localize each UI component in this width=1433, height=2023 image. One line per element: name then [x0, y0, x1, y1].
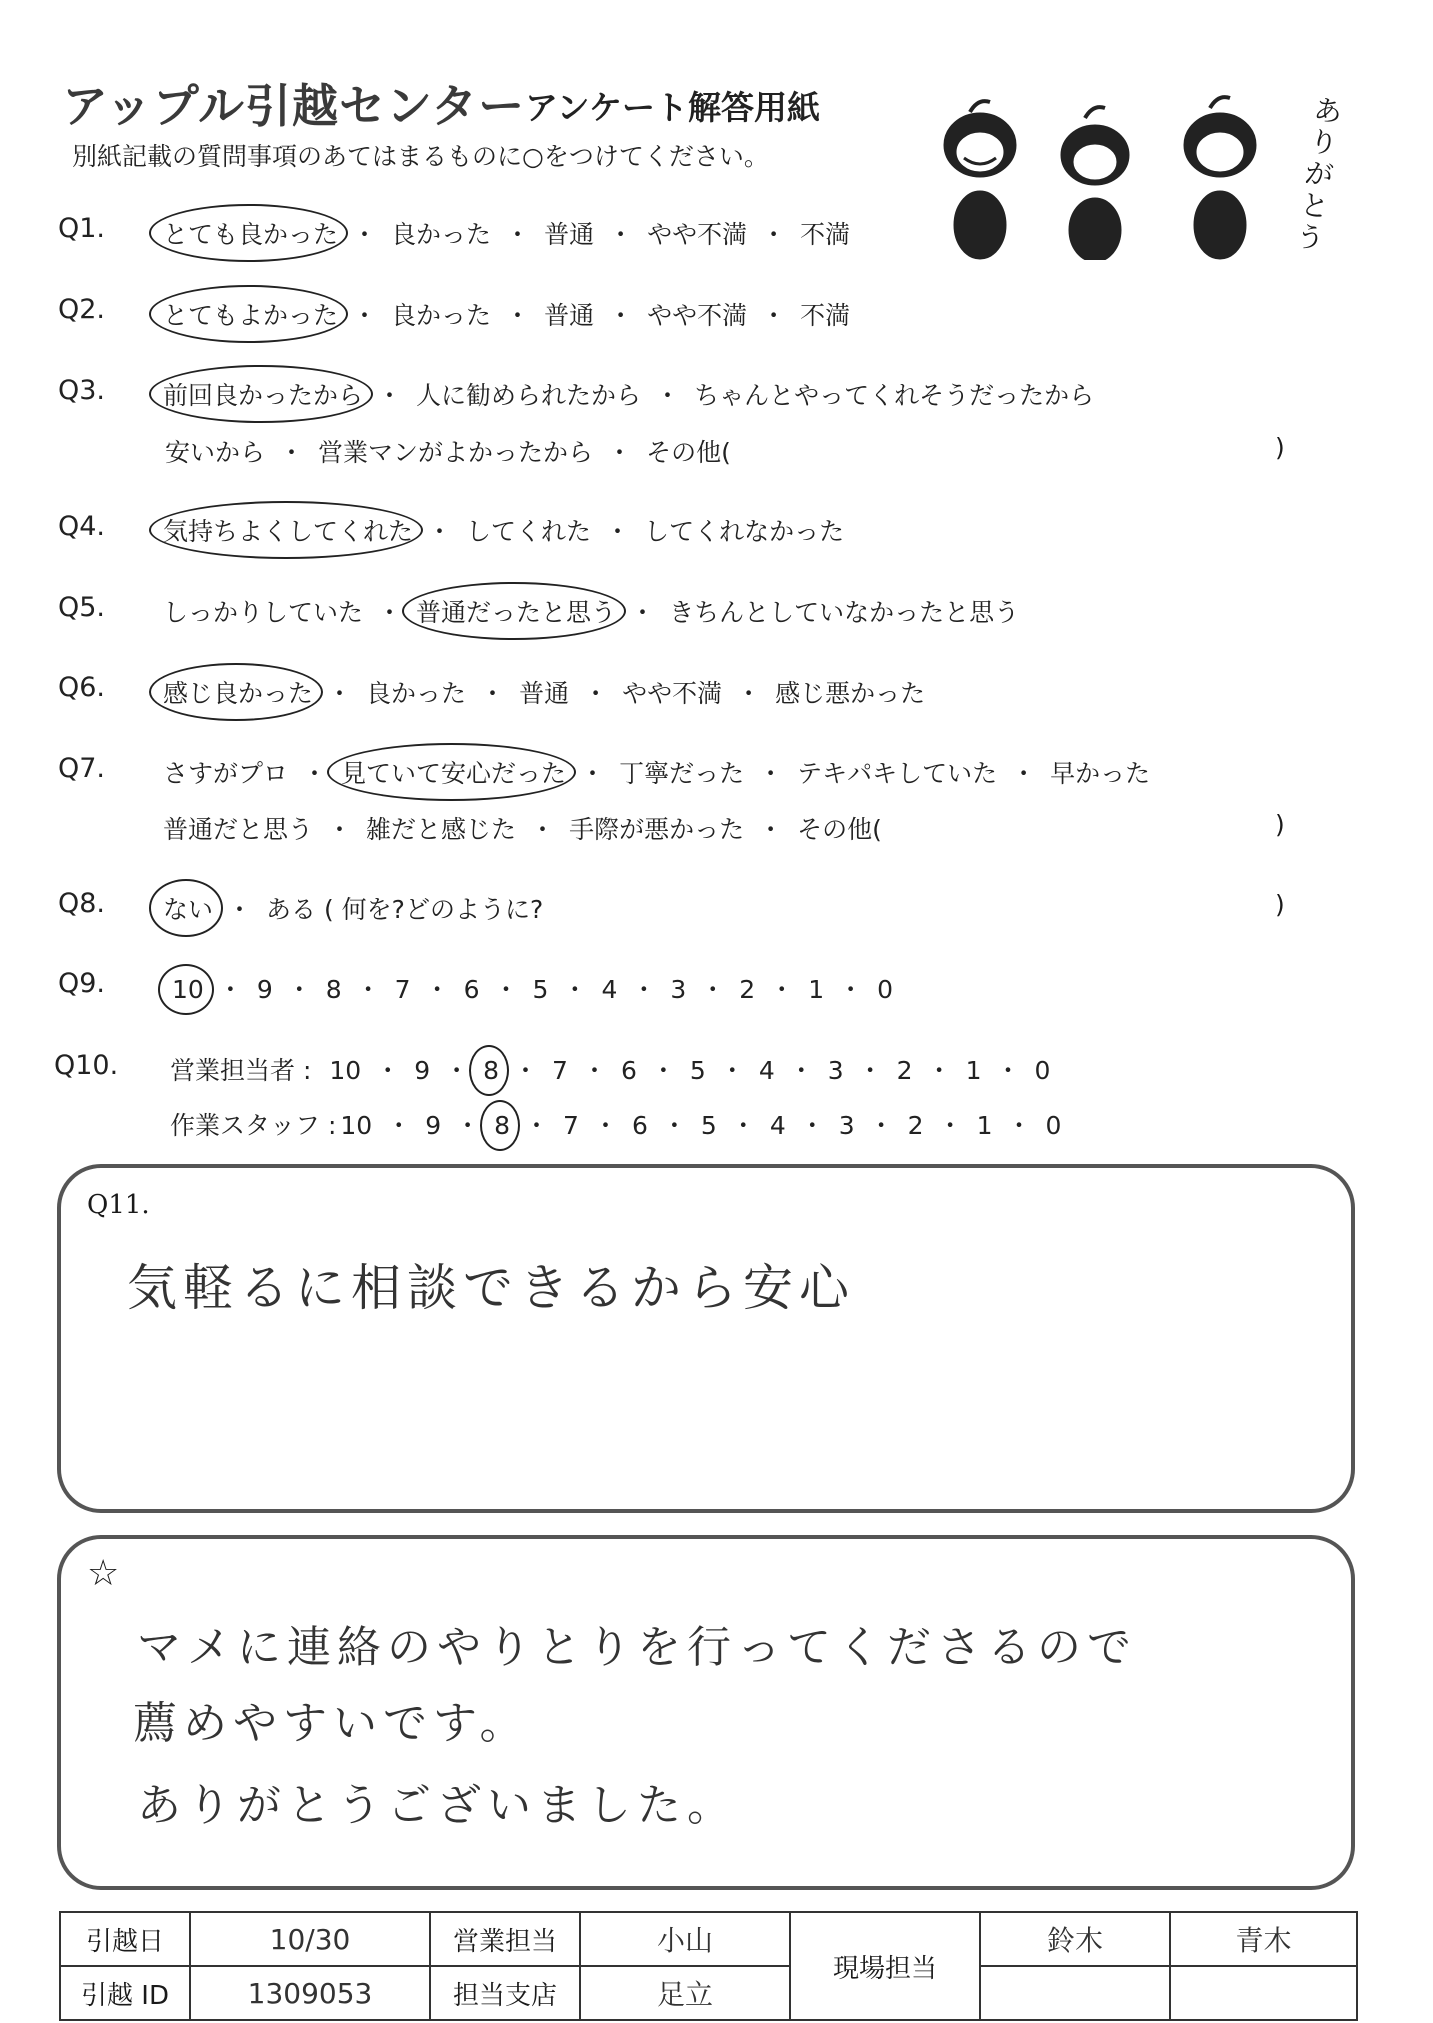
q1-option[interactable]: 不満 — [800, 220, 851, 249]
q10-sales-row: 営業担当者 : 10 ・ 9 ・ 8 ・ 7 ・ 6 ・ 5 ・ 4 ・ 3 ・ 2 ・ 1 ・ 0 — [170, 1056, 1051, 1085]
q2-options: とてもよかった ・ 良かった ・ 普通 ・ やや不満 ・ 不満 — [163, 296, 850, 332]
comment-line: マメに連絡のやりとりを行ってくださるので — [137, 1622, 1137, 1673]
q6-option[interactable]: やや不満 — [622, 679, 723, 708]
q10-staff-row: 作業スタッフ : 10 ・ 9 ・ 8 ・ 7 ・ 6 ・ 5 ・ 4 ・ 3 ・ 2 ・ 1 ・ 0 — [170, 1111, 1062, 1140]
move-info-table — [59, 1911, 1358, 2021]
q2-option[interactable]: 不満 — [800, 301, 851, 330]
q9-score[interactable]: 5 — [532, 975, 549, 1004]
q7-options-line2: 普通だと思う ・ 雑だと感じた ・ 手際が悪かった ・ その他( — [163, 810, 882, 846]
q2-label: Q2. — [58, 294, 106, 325]
q7-label: Q7. — [58, 753, 106, 784]
q6-option[interactable]: 普通 — [519, 679, 570, 708]
q10-label: Q10. — [54, 1050, 119, 1081]
q7-option[interactable]: 早かった — [1050, 759, 1151, 788]
site-staff-value[interactable]: 鈴木 — [980, 1912, 1170, 1966]
q10-staff-score[interactable]: 0 — [1045, 1111, 1062, 1140]
q7-option-other[interactable]: その他( — [797, 815, 882, 844]
comment-line: 薦めやすいです。 — [133, 1698, 530, 1749]
q6-option[interactable]: 良かった — [366, 679, 467, 708]
q10-staff-score[interactable]: 6 — [631, 1111, 648, 1140]
q10-staff-label: 作業スタッフ : — [170, 1111, 337, 1140]
q9-score[interactable]: 8 — [325, 975, 342, 1004]
q7-option[interactable]: 雑だと感じた — [366, 815, 517, 844]
q10-staff-score[interactable]: 5 — [700, 1111, 717, 1140]
star-icon: ☆ — [87, 1553, 120, 1594]
q9-score[interactable]: 3 — [670, 975, 687, 1004]
q8-option[interactable]: ある ( 何を?どのように? — [266, 895, 544, 924]
sales-rep-value[interactable]: 小山 — [580, 1912, 790, 1966]
q3-option[interactable]: ちゃんとやってくれそうだったから — [694, 381, 1095, 410]
q8-label: Q8. — [58, 888, 106, 919]
move-id-value[interactable]: 1309053 — [190, 1966, 430, 2020]
q7-options-line1: さすがプロ ・ 見ていて安心だった ・ 丁寧だった ・ テキパキしていた ・ 早かった — [163, 754, 1150, 790]
q5-option-selected[interactable]: 普通だったと思う — [416, 593, 616, 629]
q10-sales-score[interactable]: 2 — [896, 1056, 913, 1085]
q3-option[interactable]: 営業マンがよかったから — [318, 438, 594, 467]
q9-scale: 10 ・ 9 ・ 8 ・ 7 ・ 6 ・ 5 ・ 4 ・ 3 ・ 2 ・ 1 ・ 0 — [172, 975, 894, 1004]
q10-sales-score[interactable]: 5 — [689, 1056, 706, 1085]
mascot-thanks-text: ありがとう — [1294, 92, 1345, 257]
q10-sales-score-selected[interactable]: 8 — [483, 1056, 500, 1085]
q10-staff-score[interactable]: 10 — [340, 1111, 373, 1140]
q5-label: Q5. — [58, 592, 106, 623]
q3-label: Q3. — [58, 375, 106, 406]
branch-label: 担当支店 — [430, 1966, 580, 2020]
q10-sales-score[interactable]: 7 — [552, 1056, 568, 1085]
q5-options: しっかりしていた ・ 普通だったと思う ・ きちんとしていなかったと思う — [163, 593, 1019, 629]
q4-option-selected[interactable]: 気持ちよくしてくれた — [163, 512, 413, 548]
q8-close-paren: ) — [1275, 890, 1285, 919]
move-date-label: 引越日 — [60, 1912, 190, 1966]
q4-options: 気持ちよくしてくれた ・ してくれた ・ してくれなかった — [163, 512, 844, 548]
form-instruction: 別紙記載の質問事項のあてはまるものに○をつけてください。 — [72, 142, 769, 171]
q10-staff-score[interactable]: 4 — [769, 1111, 786, 1140]
q2-option[interactable]: 普通 — [544, 301, 595, 330]
q11-answer-box[interactable] — [57, 1164, 1355, 1513]
q10-staff-score[interactable]: 9 — [425, 1111, 442, 1140]
site-staff-empty[interactable] — [980, 1966, 1170, 2020]
q1-option-selected[interactable]: とても良かった — [163, 215, 338, 251]
comment-line: ありがとうございました。 — [137, 1780, 737, 1831]
q8-options: ない ・ ある ( 何を?どのように? — [163, 890, 543, 926]
q3-option-selected[interactable]: 前回良かったから — [163, 376, 363, 412]
q9-score-selected[interactable]: 10 — [172, 975, 204, 1004]
q10-staff-score[interactable]: 7 — [563, 1111, 579, 1140]
move-id-label: 引越 ID — [60, 1966, 190, 2020]
q10-sales-score[interactable]: 0 — [1034, 1056, 1051, 1085]
q4-option[interactable]: してくれた — [466, 517, 592, 546]
q2-option-selected[interactable]: とてもよかった — [163, 296, 338, 332]
q3-option-other[interactable]: その他( — [646, 438, 731, 467]
q7-option[interactable]: さすがプロ — [163, 759, 289, 788]
move-date-value[interactable]: 10/30 — [190, 1912, 430, 1966]
q6-options: 感じ良かった ・ 良かった ・ 普通 ・ やや不満 ・ 感じ悪かった — [163, 674, 925, 710]
monkey-mascot-icon — [880, 80, 1320, 260]
q5-option[interactable]: きちんとしていなかったと思う — [669, 598, 1020, 627]
q9-score[interactable]: 4 — [601, 975, 618, 1004]
q9-score[interactable]: 2 — [739, 975, 756, 1004]
q5-option[interactable]: しっかりしていた — [163, 598, 364, 627]
q10-sales-score[interactable]: 6 — [620, 1056, 637, 1085]
q11-answer-text: 気軽るに相談できるから安心 — [127, 1259, 855, 1317]
company-title: アップル引越センター — [62, 79, 526, 133]
q10-sales-score[interactable]: 1 — [965, 1056, 982, 1085]
q9-score[interactable]: 0 — [877, 975, 894, 1004]
q1-label: Q1. — [58, 213, 106, 244]
q10-staff-score-selected[interactable]: 8 — [494, 1111, 511, 1140]
q4-option[interactable]: してくれなかった — [644, 517, 845, 546]
q6-option-selected[interactable]: 感じ良かった — [163, 674, 313, 710]
q1-option[interactable]: 普通 — [544, 220, 595, 249]
q2-option[interactable]: やや不満 — [647, 301, 748, 330]
q10-sales-score[interactable]: 10 — [329, 1056, 362, 1085]
q9-score[interactable]: 6 — [463, 975, 480, 1004]
q7-option[interactable]: 丁寧だった — [619, 759, 745, 788]
q10-sales-score[interactable]: 3 — [827, 1056, 844, 1085]
comment-box[interactable] — [57, 1535, 1355, 1890]
site-staff-value[interactable]: 青木 — [1170, 1912, 1357, 1966]
q9-score[interactable]: 7 — [394, 975, 411, 1004]
q6-option[interactable]: 感じ悪かった — [775, 679, 926, 708]
q7-option[interactable]: 普通だと思う — [163, 815, 314, 844]
q7-option[interactable]: テキパキしていた — [797, 759, 998, 788]
q9-label: Q9. — [58, 968, 106, 999]
q3-option[interactable]: 人に勧められたから — [416, 381, 642, 410]
q2-option[interactable]: 良かった — [391, 301, 492, 330]
q7-option-selected[interactable]: 見ていて安心だった — [341, 754, 566, 790]
site-staff-label: 現場担当 — [790, 1912, 980, 2020]
q8-option-selected[interactable]: ない — [163, 890, 213, 926]
q11-label: Q11. — [87, 1190, 150, 1220]
sales-rep-label: 営業担当 — [430, 1912, 580, 1966]
q7-close-paren: ) — [1275, 810, 1285, 839]
site-staff-empty[interactable] — [1170, 1966, 1357, 2020]
q6-label: Q6. — [58, 672, 106, 703]
q1-option[interactable]: やや不満 — [647, 220, 748, 249]
q1-option[interactable]: 良かった — [391, 220, 492, 249]
q4-label: Q4. — [58, 511, 106, 542]
q1-options: とても良かった ・ 良かった ・ 普通 ・ やや不満 ・ 不満 — [163, 215, 850, 251]
q10-staff-score[interactable]: 2 — [907, 1111, 924, 1140]
q10-staff-score[interactable]: 1 — [976, 1111, 993, 1140]
q3-close-paren: ) — [1275, 433, 1285, 462]
q3-options-line1: 前回良かったから ・ 人に勧められたから ・ ちゃんとやってくれそうだったから — [163, 376, 1094, 412]
q3-option[interactable]: 安いから — [165, 438, 266, 467]
q9-score[interactable]: 1 — [808, 975, 825, 1004]
form-subtitle: アンケート解答用紙 — [525, 88, 821, 127]
branch-value[interactable]: 足立 — [580, 1966, 790, 2020]
q3-options-line2: 安いから ・ 営業マンがよかったから ・ その他( — [165, 433, 731, 469]
q10-staff-score[interactable]: 3 — [838, 1111, 855, 1140]
q7-option[interactable]: 手際が悪かった — [569, 815, 745, 844]
q10-sales-score[interactable]: 9 — [414, 1056, 431, 1085]
q9-score[interactable]: 9 — [256, 975, 273, 1004]
q10-sales-label: 営業担当者 : — [170, 1056, 312, 1085]
q10-sales-score[interactable]: 4 — [758, 1056, 775, 1085]
